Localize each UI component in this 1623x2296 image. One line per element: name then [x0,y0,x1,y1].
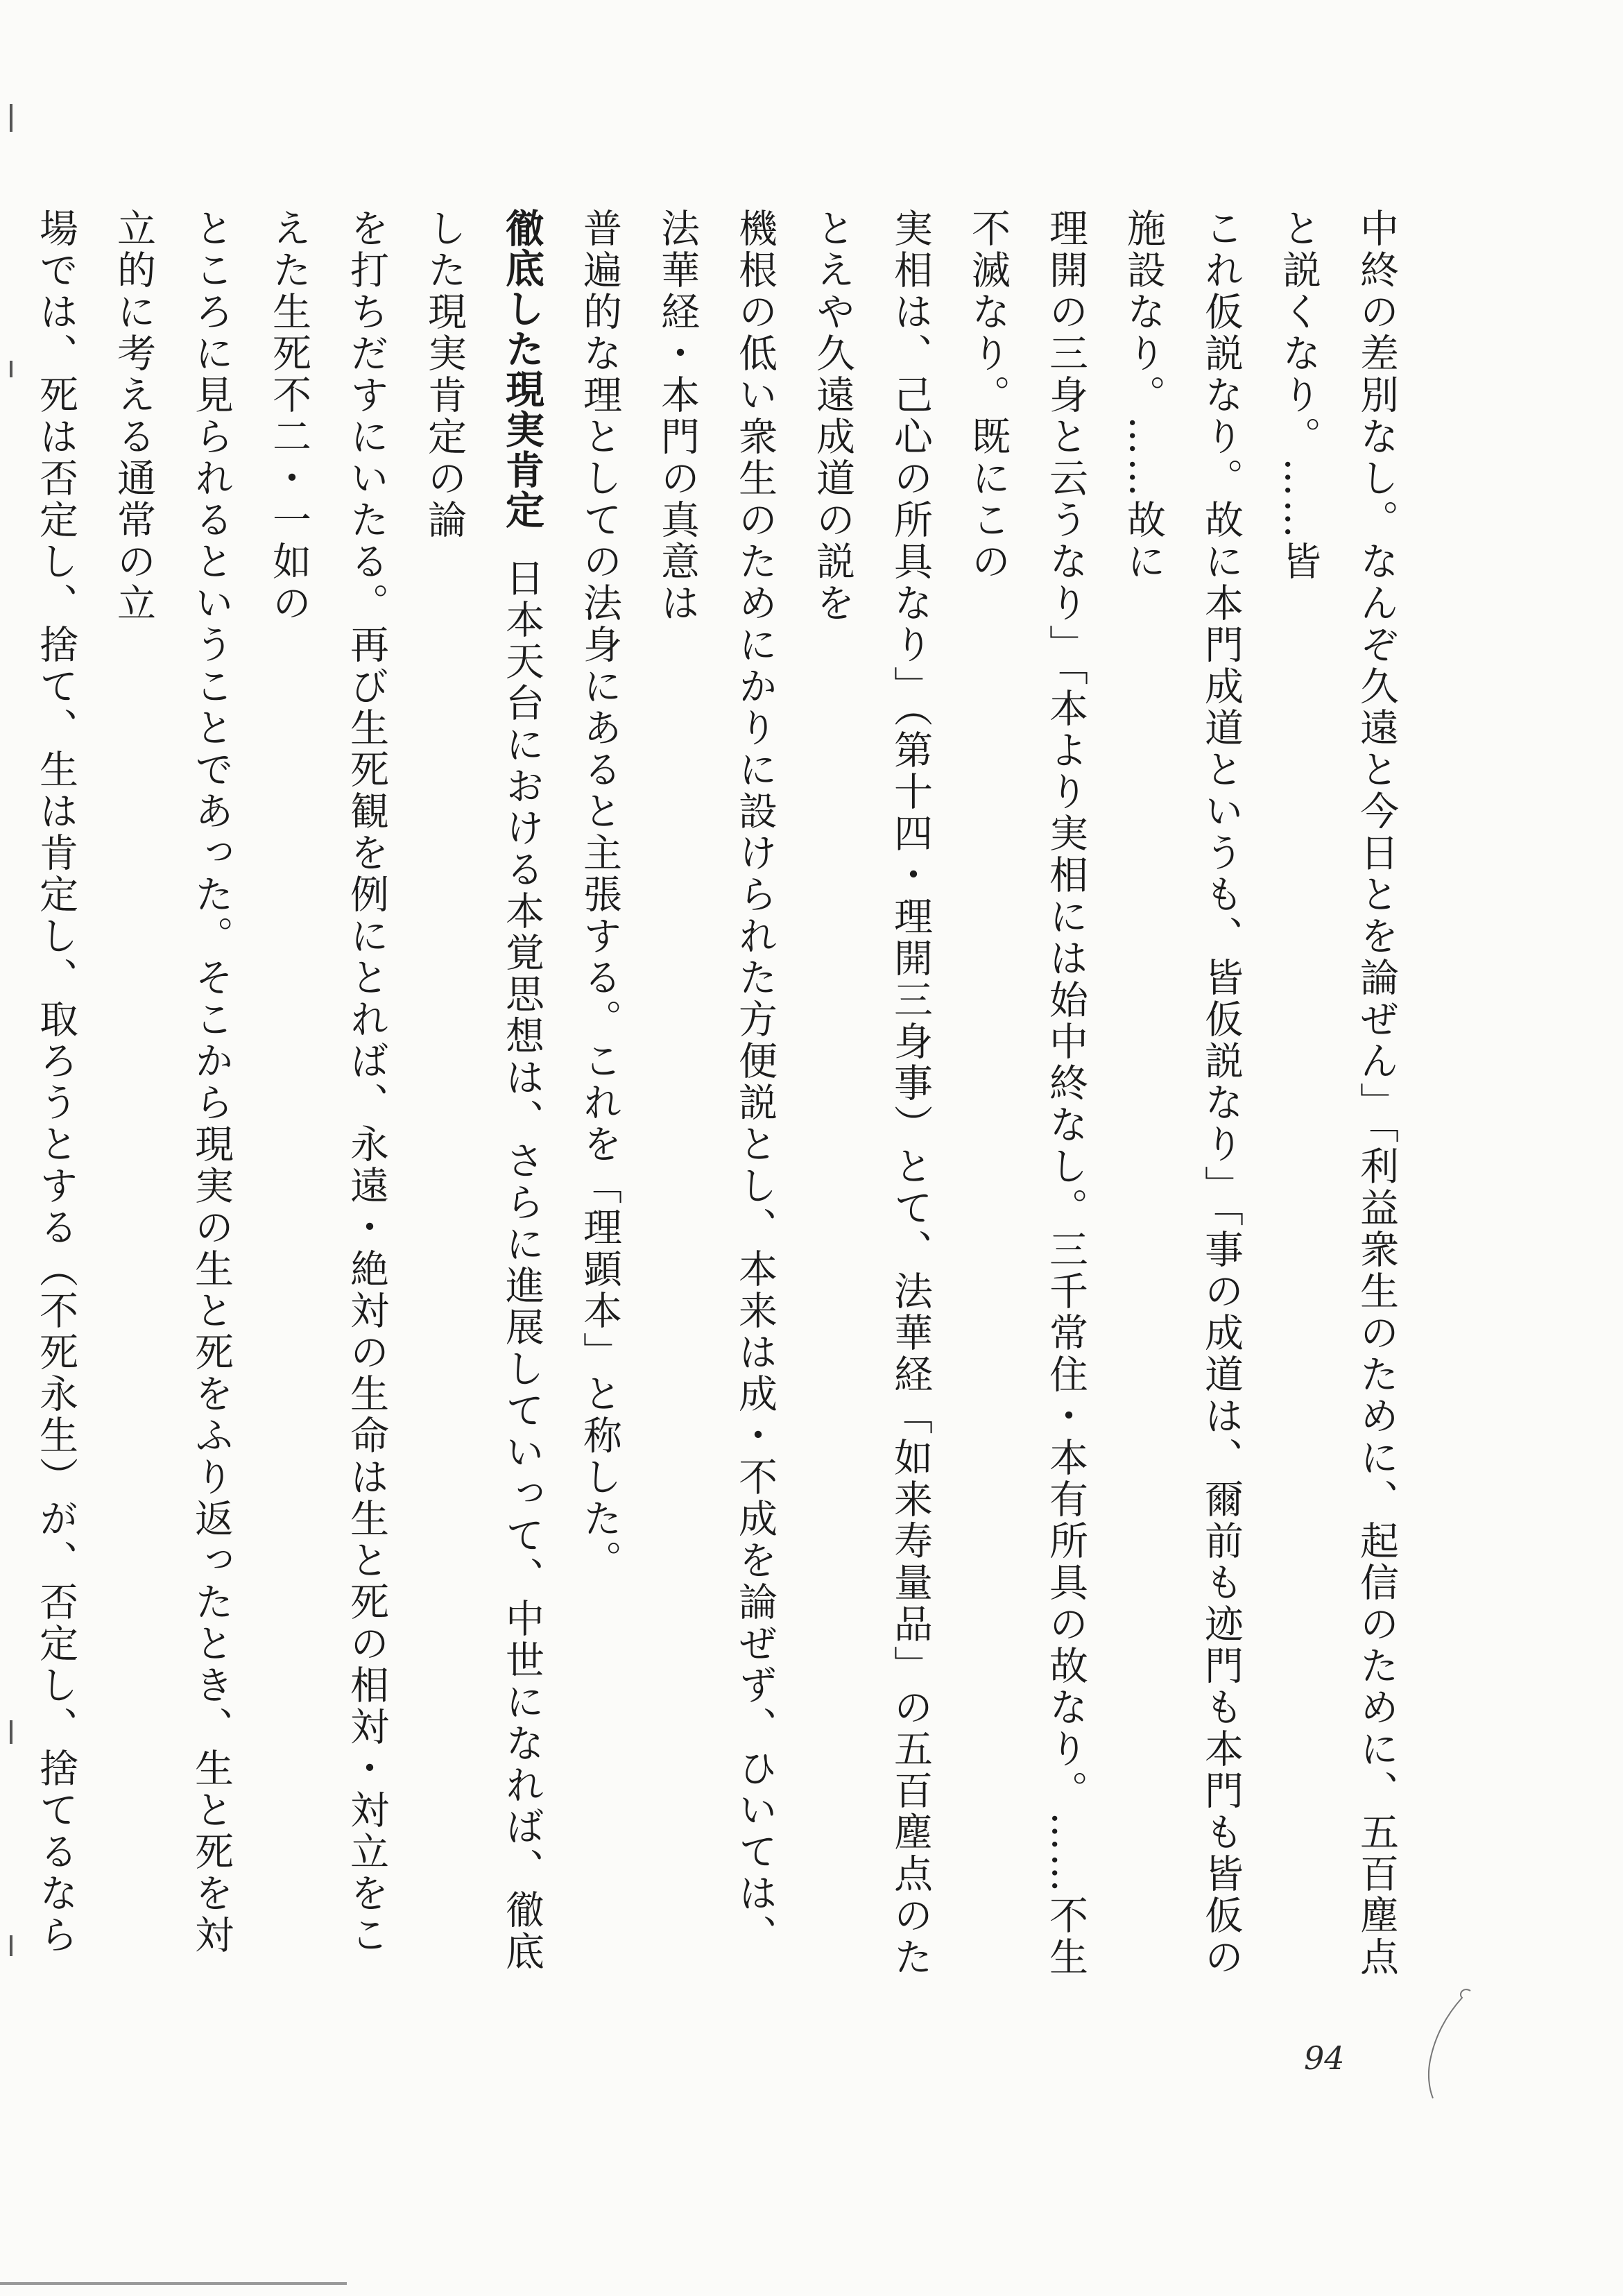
bottom-edge-mark [0,2282,347,2285]
section-heading: 徹底した現実肯定 [499,208,544,530]
text-line [405,208,560,1984]
text-line: 場では、死は否定し、捨て、生は肯定し、取ろうとする（不死永生）が、否定し、捨てるなら [33,208,78,1956]
text-line-body: 日本天台における本覚思想は、さらに進展していって、中世になれば、徹底した現実肯定の論 [422,208,544,1973]
vertical-body-text [0,208,1415,1984]
text-line: 機根の低い衆生のためにかりに設けられた方便説とし、本来は成・不成を論ぜず、ひいては、法華経・本門の真意は [655,208,778,1956]
text-line: 普遍的な理としての法身にあると主張する。これを「理顕本」と称した。 [577,208,622,1582]
text-line: を打ちだすにいたる。再び生死観を例にとれば、永遠・絶対の生命は生と死の相対・対立をこえた生死不二・一如の [266,208,389,1956]
text-line: ところに見られるということであった。そこから現実の生と死をふり返ったとき、生と死を対立的に考える通常の立 [111,208,234,1956]
text-line: 理開の三身と云うなり」「本より実相には始中終なし。三千常住・本有所具の故なり。……不生不滅なり。既にこの [965,208,1088,1978]
text-line: 中終の差別なし。なんぞ久遠と今日とを論ぜん」「利益衆生のために、起信のために、五百塵点と説くなり。……皆 [1276,208,1399,1978]
page-number: 94 [1304,2039,1345,2077]
text-line: これ仮説なり。故に本門成道というも、皆仮説なり」「事の成道は、爾前も迹門も本門も皆仮の施設なり。……故に [1121,208,1244,1978]
text-line: 実相は、己心の所具なり」（第十四・理開三身事）とて、法華経「如来寿量品」の五百塵点のたとえや久遠成道の説を [810,208,933,1978]
pencil-mark-icon [1422,1984,1477,2102]
scan-edge-mark [10,104,12,132]
